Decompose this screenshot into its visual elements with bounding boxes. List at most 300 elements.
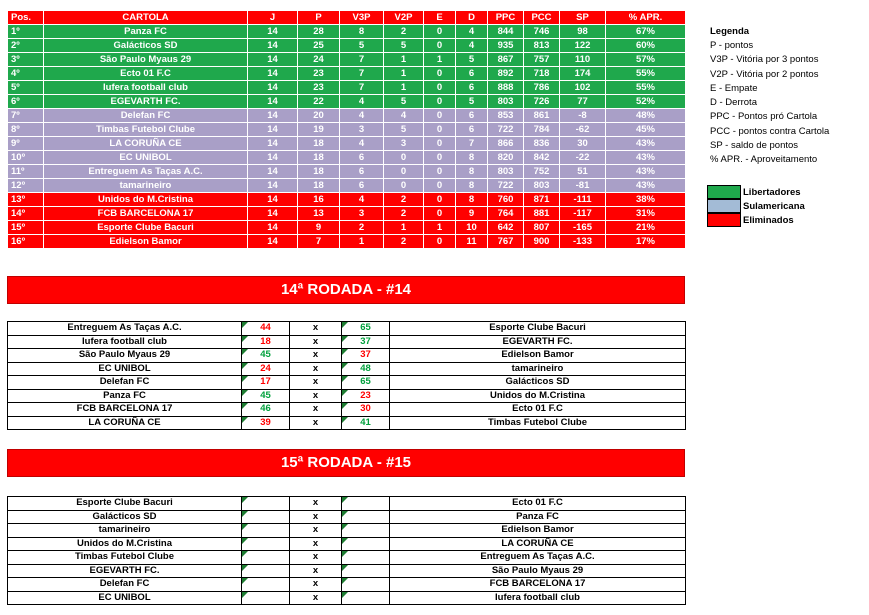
match-home-score: 44 [242, 322, 290, 336]
match-versus: x [290, 497, 342, 511]
cell-ppc: 767 [488, 235, 524, 249]
match-versus: x [290, 578, 342, 592]
cell-d: 6 [456, 81, 488, 95]
cell-e: 0 [424, 165, 456, 179]
match-home-team: EC UNIBOL [8, 591, 242, 605]
cell-d: 8 [456, 193, 488, 207]
cell-ppc: 820 [488, 151, 524, 165]
legend-item: E - Empate [710, 82, 758, 94]
cell-v3p: 6 [340, 165, 384, 179]
match-away-score: 65 [342, 322, 390, 336]
cell-cartola: Galácticos SD [44, 39, 248, 53]
cell-v2p: 0 [384, 151, 424, 165]
match-row [8, 349, 686, 363]
match-away-team: Panza FC [390, 510, 686, 524]
match-row [8, 376, 686, 390]
match-away-team: Timbas Futebol Clube [390, 416, 686, 430]
cell-pcc: 746 [524, 25, 560, 39]
standings-row [8, 151, 686, 165]
cell-v3p: 1 [340, 235, 384, 249]
cell-v3p: 3 [340, 207, 384, 221]
standings-row [8, 193, 686, 207]
cell-j: 14 [248, 25, 298, 39]
cell-ppc: 853 [488, 109, 524, 123]
standings-row [8, 53, 686, 67]
match-away-team: Esporte Clube Bacuri [390, 322, 686, 336]
header-pcc: PCC [524, 11, 560, 25]
cell-e: 0 [424, 81, 456, 95]
match-away-score: 41 [342, 416, 390, 430]
cell-j: 14 [248, 53, 298, 67]
cell-cartola: Delefan FC [44, 109, 248, 123]
cell-j: 14 [248, 235, 298, 249]
cell-j: 14 [248, 221, 298, 235]
cell-v3p: 4 [340, 109, 384, 123]
cell-pcc: 871 [524, 193, 560, 207]
cell-e: 0 [424, 39, 456, 53]
match-home-score [242, 537, 290, 551]
match-home-team: Iufera football club [8, 335, 242, 349]
cell-v2p: 1 [384, 67, 424, 81]
match-versus: x [290, 362, 342, 376]
cell-v2p: 3 [384, 137, 424, 151]
match-home-team: tamarineiro [8, 524, 242, 538]
match-away-score [342, 510, 390, 524]
cell-apr: 48% [606, 109, 686, 123]
zone-swatch [707, 213, 741, 227]
legend-zone [707, 185, 805, 199]
cell-cartola: EC UNIBOL [44, 151, 248, 165]
cell-d: 8 [456, 151, 488, 165]
cell-pos: 6º [8, 95, 44, 109]
match-home-score: 18 [242, 335, 290, 349]
cell-e: 0 [424, 179, 456, 193]
legend-item: SP - saldo de pontos [710, 140, 799, 152]
cell-p: 28 [298, 25, 340, 39]
legend-item: PPC - Pontos pró Cartola [710, 111, 818, 123]
cell-sp: 30 [560, 137, 606, 151]
legend-zone [707, 199, 805, 213]
cell-p: 18 [298, 165, 340, 179]
cell-v2p: 0 [384, 179, 424, 193]
cell-pcc: 836 [524, 137, 560, 151]
cell-cartola: São Paulo Myaus 29 [44, 53, 248, 67]
cell-sp: -165 [560, 221, 606, 235]
cell-v3p: 3 [340, 123, 384, 137]
cell-pcc: 807 [524, 221, 560, 235]
standings-row [8, 81, 686, 95]
match-row [8, 591, 686, 605]
match-away-team: tamarineiro [390, 362, 686, 376]
cell-cartola: Ecto 01 F.C [44, 67, 248, 81]
cell-e: 0 [424, 137, 456, 151]
cell-p: 18 [298, 179, 340, 193]
cell-pos: 7º [8, 109, 44, 123]
cell-v2p: 5 [384, 39, 424, 53]
legend-title: Legenda [710, 26, 750, 37]
match-home-team: Timbas Futebol Clube [8, 551, 242, 565]
standings-row [8, 207, 686, 221]
cell-v2p: 2 [384, 235, 424, 249]
match-home-team: LA CORUÑA CE [8, 416, 242, 430]
cell-ppc: 803 [488, 165, 524, 179]
cell-cartola: Iufera football club [44, 81, 248, 95]
cell-pos: 5º [8, 81, 44, 95]
match-away-team: LA CORUÑA CE [390, 537, 686, 551]
cell-sp: 51 [560, 165, 606, 179]
round-15-matches [7, 496, 686, 605]
cell-pcc: 786 [524, 81, 560, 95]
match-away-score: 37 [342, 349, 390, 363]
cell-ppc: 722 [488, 123, 524, 137]
cell-sp: 174 [560, 67, 606, 81]
cell-sp: -133 [560, 235, 606, 249]
match-away-score [342, 591, 390, 605]
cell-d: 10 [456, 221, 488, 235]
match-row [8, 578, 686, 592]
match-row [8, 389, 686, 403]
match-row [8, 335, 686, 349]
match-home-score [242, 497, 290, 511]
match-away-team: Galácticos SD [390, 376, 686, 390]
standings-row [8, 95, 686, 109]
cell-pcc: 757 [524, 53, 560, 67]
zone-swatch [707, 185, 741, 199]
round-14-banner: 14ª RODADA - #14 [7, 276, 685, 304]
header-v2p: V2P [384, 11, 424, 25]
standings-row [8, 179, 686, 193]
match-row [8, 551, 686, 565]
zone-label: Libertadores [743, 186, 801, 198]
cell-cartola: Edielson Bamor [44, 235, 248, 249]
cell-pcc: 842 [524, 151, 560, 165]
cell-sp: -8 [560, 109, 606, 123]
cell-v2p: 2 [384, 207, 424, 221]
cell-pcc: 718 [524, 67, 560, 81]
cell-j: 14 [248, 179, 298, 193]
cell-e: 0 [424, 151, 456, 165]
match-away-score [342, 524, 390, 538]
cell-e: 0 [424, 109, 456, 123]
match-away-team: Entreguem As Taças A.C. [390, 551, 686, 565]
cell-pos: 15º [8, 221, 44, 235]
match-versus: x [290, 376, 342, 390]
header-pos: Pos. [8, 11, 44, 25]
match-away-score: 48 [342, 362, 390, 376]
header-ppc: PPC [488, 11, 524, 25]
zone-label: Sulamericana [743, 200, 805, 212]
cell-p: 22 [298, 95, 340, 109]
cell-p: 9 [298, 221, 340, 235]
cell-ppc: 764 [488, 207, 524, 221]
cell-apr: 55% [606, 67, 686, 81]
cell-apr: 31% [606, 207, 686, 221]
match-row [8, 510, 686, 524]
match-versus: x [290, 551, 342, 565]
match-versus: x [290, 349, 342, 363]
cell-v3p: 7 [340, 53, 384, 67]
cell-apr: 55% [606, 81, 686, 95]
cell-pcc: 784 [524, 123, 560, 137]
cell-sp: -111 [560, 193, 606, 207]
match-away-team: Iufera football club [390, 591, 686, 605]
match-home-score: 17 [242, 376, 290, 390]
cell-v3p: 6 [340, 151, 384, 165]
legend-item: % APR. - Aproveitamento [710, 154, 818, 166]
match-away-team: Edielson Bamor [390, 524, 686, 538]
match-home-team: EC UNIBOL [8, 362, 242, 376]
match-away-team: Unidos do M.Cristina [390, 389, 686, 403]
cell-pos: 3º [8, 53, 44, 67]
cell-sp: -62 [560, 123, 606, 137]
cell-v3p: 2 [340, 221, 384, 235]
cell-p: 19 [298, 123, 340, 137]
cell-ppc: 760 [488, 193, 524, 207]
cell-j: 14 [248, 67, 298, 81]
cell-ppc: 888 [488, 81, 524, 95]
match-home-score [242, 578, 290, 592]
match-away-team: EGEVARTH FC. [390, 335, 686, 349]
cell-v2p: 5 [384, 123, 424, 137]
cell-j: 14 [248, 81, 298, 95]
cell-e: 0 [424, 207, 456, 221]
cell-pcc: 881 [524, 207, 560, 221]
cell-cartola: Panza FC [44, 25, 248, 39]
cell-d: 6 [456, 109, 488, 123]
match-versus: x [290, 416, 342, 430]
cell-d: 6 [456, 123, 488, 137]
cell-j: 14 [248, 207, 298, 221]
match-away-team: FCB BARCELONA 17 [390, 578, 686, 592]
match-away-score [342, 551, 390, 565]
match-away-score: 23 [342, 389, 390, 403]
cell-j: 14 [248, 123, 298, 137]
match-home-team: Entreguem As Taças A.C. [8, 322, 242, 336]
cell-pos: 14º [8, 207, 44, 221]
cell-d: 5 [456, 53, 488, 67]
cell-ppc: 642 [488, 221, 524, 235]
cell-v3p: 4 [340, 193, 384, 207]
cell-pos: 9º [8, 137, 44, 151]
cell-cartola: Esporte Clube Bacuri [44, 221, 248, 235]
cell-d: 7 [456, 137, 488, 151]
cell-v3p: 7 [340, 67, 384, 81]
cell-j: 14 [248, 137, 298, 151]
cell-p: 23 [298, 81, 340, 95]
match-versus: x [290, 510, 342, 524]
cell-apr: 43% [606, 137, 686, 151]
match-home-score [242, 551, 290, 565]
cell-apr: 43% [606, 151, 686, 165]
cell-cartola: FCB BARCELONA 17 [44, 207, 248, 221]
cell-apr: 43% [606, 179, 686, 193]
cell-ppc: 866 [488, 137, 524, 151]
cell-v2p: 5 [384, 95, 424, 109]
match-home-score [242, 524, 290, 538]
cell-j: 14 [248, 109, 298, 123]
legend [710, 25, 829, 168]
match-home-team: Esporte Clube Bacuri [8, 497, 242, 511]
header-p: P [298, 11, 340, 25]
cell-sp: -117 [560, 207, 606, 221]
standings-row [8, 137, 686, 151]
cell-pos: 2º [8, 39, 44, 53]
cell-e: 1 [424, 221, 456, 235]
match-row [8, 524, 686, 538]
legend-item: PCC - pontos contra Cartola [710, 125, 830, 137]
cell-pcc: 752 [524, 165, 560, 179]
cell-j: 14 [248, 193, 298, 207]
cell-v3p: 4 [340, 95, 384, 109]
cell-p: 25 [298, 39, 340, 53]
match-home-team: Panza FC [8, 389, 242, 403]
cell-pcc: 813 [524, 39, 560, 53]
standings-header-row [8, 11, 686, 25]
standings-row [8, 235, 686, 249]
match-versus: x [290, 564, 342, 578]
match-home-team: Delefan FC [8, 376, 242, 390]
cell-cartola: EGEVARTH FC. [44, 95, 248, 109]
match-home-score [242, 591, 290, 605]
standings-row [8, 109, 686, 123]
match-home-team: Galácticos SD [8, 510, 242, 524]
cell-sp: 98 [560, 25, 606, 39]
cell-ppc: 867 [488, 53, 524, 67]
cell-v2p: 1 [384, 53, 424, 67]
match-away-score: 65 [342, 376, 390, 390]
match-home-team: EGEVARTH FC. [8, 564, 242, 578]
cell-d: 5 [456, 95, 488, 109]
cell-v3p: 7 [340, 81, 384, 95]
cell-sp: 110 [560, 53, 606, 67]
header-apr: % APR. [606, 11, 686, 25]
legend-zone [707, 213, 805, 227]
match-away-team: Edielson Bamor [390, 349, 686, 363]
match-home-team: São Paulo Myaus 29 [8, 349, 242, 363]
match-home-score: 45 [242, 389, 290, 403]
cell-cartola: LA CORUÑA CE [44, 137, 248, 151]
match-away-score [342, 497, 390, 511]
cell-v2p: 0 [384, 165, 424, 179]
cell-sp: 77 [560, 95, 606, 109]
round-14-matches [7, 321, 686, 430]
cell-p: 7 [298, 235, 340, 249]
cell-p: 18 [298, 137, 340, 151]
match-home-score: 45 [242, 349, 290, 363]
cell-e: 0 [424, 123, 456, 137]
match-home-score: 24 [242, 362, 290, 376]
match-versus: x [290, 389, 342, 403]
cell-e: 0 [424, 193, 456, 207]
cell-p: 23 [298, 67, 340, 81]
cell-p: 16 [298, 193, 340, 207]
cell-e: 0 [424, 25, 456, 39]
cell-v3p: 6 [340, 179, 384, 193]
match-away-score [342, 578, 390, 592]
standings-body [8, 25, 686, 249]
match-home-score [242, 564, 290, 578]
cell-d: 8 [456, 165, 488, 179]
header-e: E [424, 11, 456, 25]
match-home-team: Delefan FC [8, 578, 242, 592]
cell-pcc: 861 [524, 109, 560, 123]
cell-pcc: 900 [524, 235, 560, 249]
zone-swatch [707, 199, 741, 213]
cell-ppc: 722 [488, 179, 524, 193]
standings-row [8, 25, 686, 39]
round-15-banner: 15ª RODADA - #15 [7, 449, 685, 477]
standings-row [8, 67, 686, 81]
cell-v2p: 1 [384, 81, 424, 95]
cell-ppc: 935 [488, 39, 524, 53]
match-row [8, 564, 686, 578]
cell-apr: 52% [606, 95, 686, 109]
cell-cartola: Timbas Futebol Clube [44, 123, 248, 137]
header-v3p: V3P [340, 11, 384, 25]
match-away-team: São Paulo Myaus 29 [390, 564, 686, 578]
cell-pos: 4º [8, 67, 44, 81]
standings-row [8, 221, 686, 235]
cell-cartola: Entreguem As Taças A.C. [44, 165, 248, 179]
cell-v3p: 8 [340, 25, 384, 39]
cell-ppc: 844 [488, 25, 524, 39]
match-row [8, 497, 686, 511]
cell-pos: 13º [8, 193, 44, 207]
standings-row [8, 165, 686, 179]
match-row [8, 537, 686, 551]
cell-d: 4 [456, 25, 488, 39]
cell-e: 0 [424, 95, 456, 109]
match-away-score [342, 564, 390, 578]
match-versus: x [290, 591, 342, 605]
cell-apr: 17% [606, 235, 686, 249]
standings-table [7, 10, 686, 249]
cell-p: 13 [298, 207, 340, 221]
cell-apr: 38% [606, 193, 686, 207]
match-row [8, 416, 686, 430]
cell-v2p: 2 [384, 25, 424, 39]
cell-pos: 16º [8, 235, 44, 249]
cell-e: 1 [424, 53, 456, 67]
cell-pos: 11º [8, 165, 44, 179]
cell-j: 14 [248, 39, 298, 53]
cell-v3p: 4 [340, 137, 384, 151]
header-cartola: CARTOLA [44, 11, 248, 25]
cell-pos: 12º [8, 179, 44, 193]
cell-sp: -81 [560, 179, 606, 193]
match-away-team: Ecto 01 F.C [390, 403, 686, 417]
cell-apr: 60% [606, 39, 686, 53]
legend-item: P - pontos [710, 40, 754, 51]
cell-j: 14 [248, 151, 298, 165]
cell-ppc: 892 [488, 67, 524, 81]
legend-zones [707, 185, 805, 227]
match-home-score [242, 510, 290, 524]
cell-apr: 67% [606, 25, 686, 39]
cell-d: 9 [456, 207, 488, 221]
cell-p: 24 [298, 53, 340, 67]
cell-p: 18 [298, 151, 340, 165]
cell-pcc: 803 [524, 179, 560, 193]
match-row [8, 322, 686, 336]
cell-v2p: 4 [384, 109, 424, 123]
match-row [8, 403, 686, 417]
legend-item: V3P - Vitória por 3 pontos [710, 54, 819, 66]
zone-label: Eliminados [743, 214, 794, 226]
match-away-score: 30 [342, 403, 390, 417]
cell-pos: 1º [8, 25, 44, 39]
match-versus: x [290, 524, 342, 538]
